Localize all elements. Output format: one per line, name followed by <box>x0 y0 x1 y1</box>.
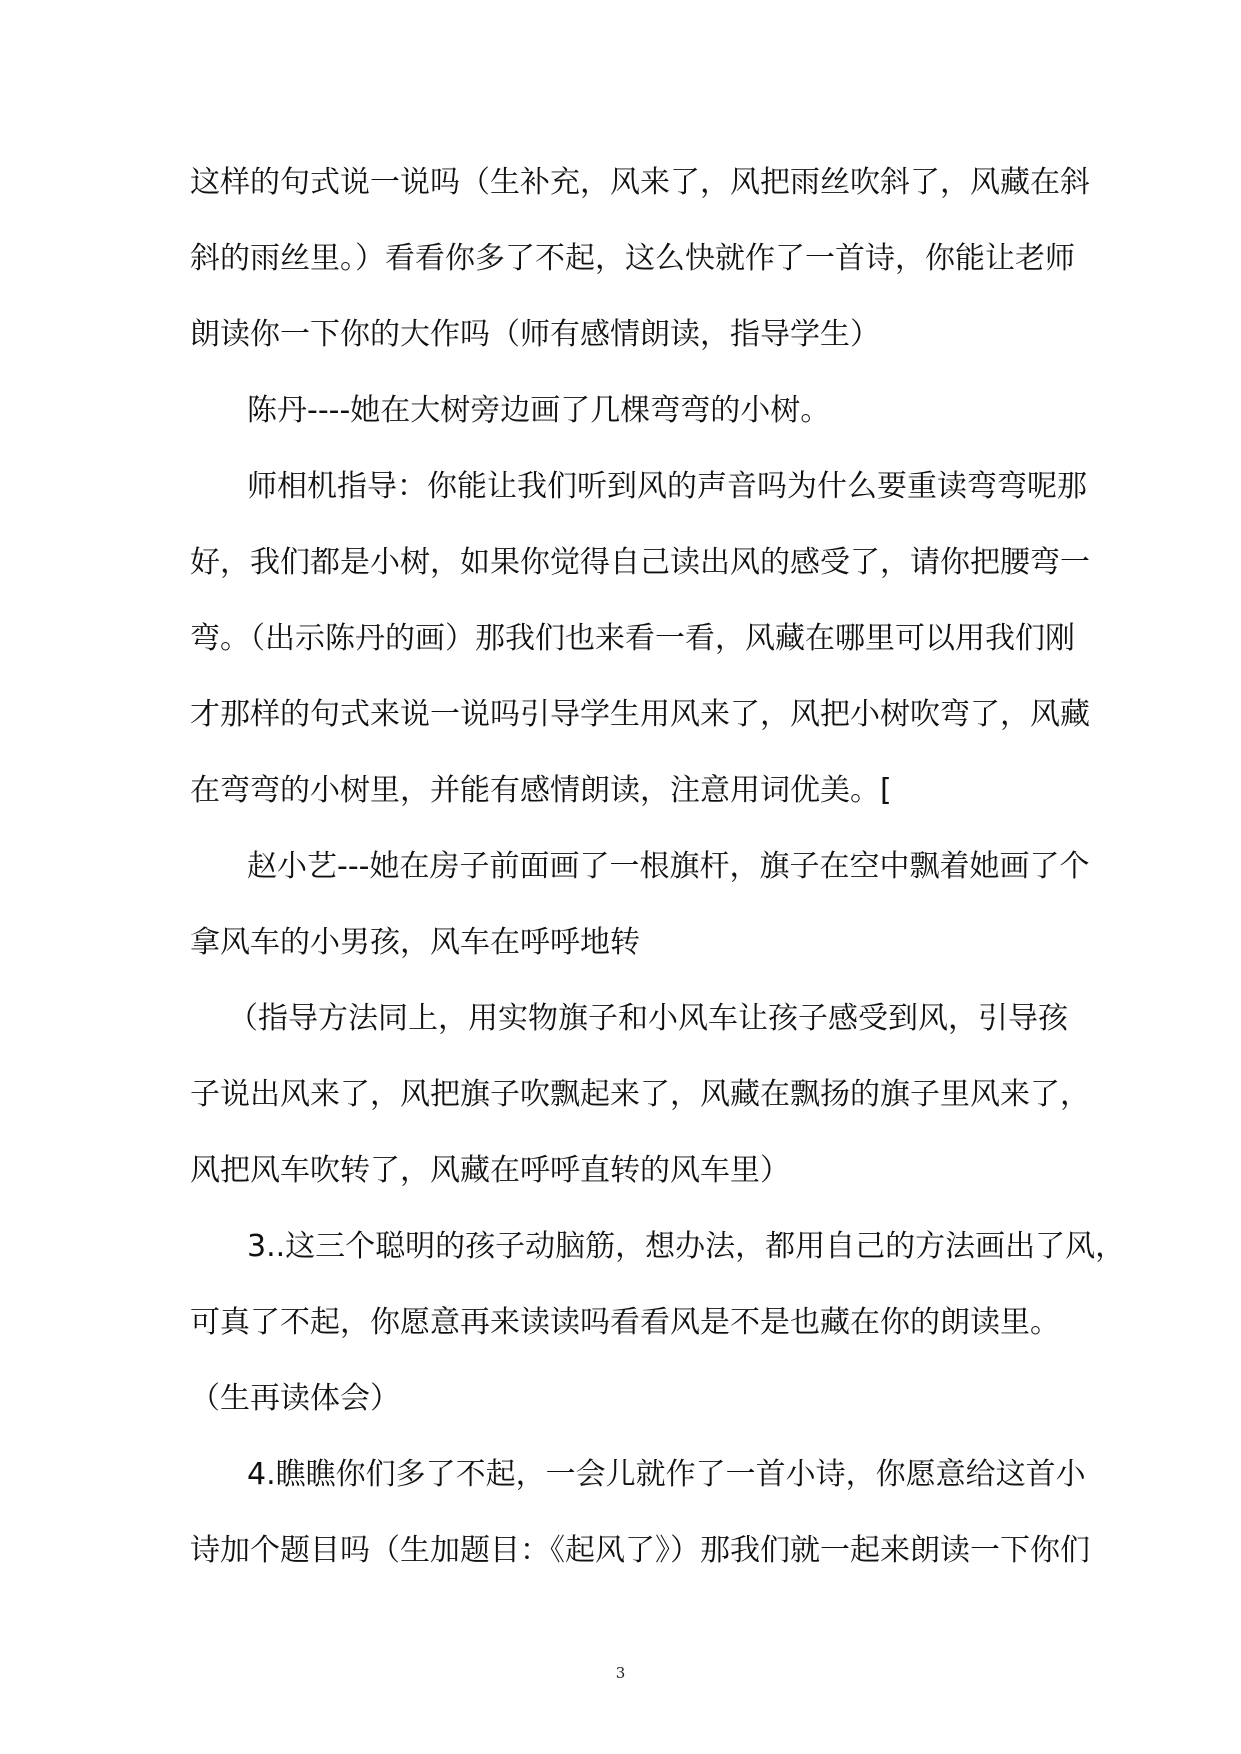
text-line: （指导方法同上，用实物旗子和小风车让孩子感受到风，引导孩 <box>228 1001 1068 1036</box>
text-line: 斜的雨丝里。）看看你多了不起，这么快就作了一首诗，你能让老师 <box>190 241 1075 276</box>
text-line: 才那样的句式来说一说吗引导学生用风来了，风把小树吹弯了，风藏 <box>190 697 1090 732</box>
text-line: 可真了不起，你愿意再来读读吗看看风是不是也藏在你的朗读里。 <box>190 1305 1060 1340</box>
text-line: （生再读体会） <box>190 1381 400 1416</box>
text-line: 朗读你一下你的大作吗（师有感情朗读，指导学生） <box>190 317 880 352</box>
text-line: 陈丹----她在大树旁边画了几棵弯弯的小树。 <box>247 393 831 428</box>
text-line: 好，我们都是小树，如果你觉得自己读出风的感受了，请你把腰弯一 <box>190 545 1090 580</box>
text-line: 赵小艺---她在房子前面画了一根旗杆，旗子在空中飘着她画了个 <box>247 849 1090 884</box>
document-body <box>190 145 1126 1589</box>
text-line: 4.瞧瞧你们多了不起，一会儿就作了一首小诗，你愿意给这首小 <box>247 1457 1086 1492</box>
text-line: 3..这三个聪明的孩子动脑筋，想办法，都用自己的方法画出了风， <box>247 1229 1126 1264</box>
page-number: 3 <box>615 1664 626 1682</box>
text-line: 这样的句式说一说吗（生补充，风来了，风把雨丝吹斜了，风藏在斜 <box>190 165 1090 200</box>
text-line: 诗加个题目吗（生加题目：《起风了》）那我们就一起来朗读一下你们 <box>190 1533 1090 1568</box>
text-line: 师相机指导：你能让我们听到风的声音吗为什么要重读弯弯呢那 <box>247 469 1087 504</box>
text-line: 拿风车的小男孩，风车在呼呼地转 <box>190 925 640 960</box>
text-line: 风把风车吹转了，风藏在呼呼直转的风车里） <box>190 1153 790 1188</box>
text-line: 子说出风来了，风把旗子吹飘起来了，风藏在飘扬的旗子里风来了， <box>190 1077 1090 1112</box>
text-line: 弯。（出示陈丹的画）那我们也来看一看，风藏在哪里可以用我们刚 <box>190 621 1075 656</box>
text-line: 在弯弯的小树里，并能有感情朗读，注意用词优美。[ <box>190 773 892 808</box>
